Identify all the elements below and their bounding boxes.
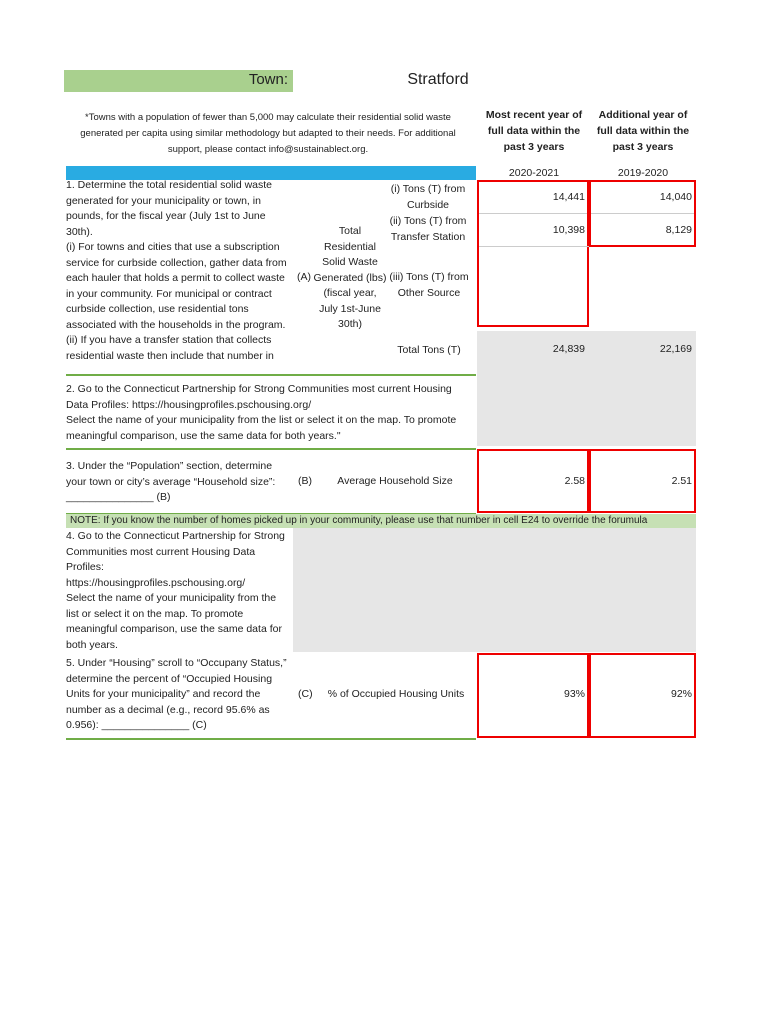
sub-total-label: Total Tons (T) (397, 344, 461, 356)
section-divider (66, 448, 476, 450)
household-size-label: Average Household Size (337, 475, 453, 487)
occupied-col1[interactable]: 93% (563, 688, 585, 700)
step1-measure: Total Residential Solid Waste Generated (lbs) (fiscal year, July 1st-June 30th) (313, 225, 387, 330)
household-size-col1[interactable]: 2.58 (564, 475, 585, 487)
sub-transfer-label: (ii) Tons (T) from Transfer Station (389, 215, 467, 243)
town-label: Town: (248, 71, 288, 88)
household-size-col2[interactable]: 2.51 (671, 475, 692, 487)
row-divider-2 (479, 246, 589, 247)
note-bar-text: NOTE: If you know the number of homes picked up in your community, please use that number in cell E24 to override the forumula (70, 515, 648, 526)
sub-curbside-label: (i) Tons (T) from Curbside (390, 183, 466, 211)
marker-c: (C) (298, 688, 313, 700)
occupied-col2[interactable]: 92% (670, 688, 692, 700)
step5-instructions: 5. Under “Housing” scroll to “Occupany Status,” determine the percent of “Occupied Housing Units for your municipality” and record the number as a decimal (e.g., record 95.6% as 0.956): _______________ (C) (66, 657, 287, 731)
section-divider (66, 738, 476, 740)
occupied-label: % of Occupied Housing Units (327, 688, 465, 700)
col2-year: 2019-2020 (617, 167, 669, 179)
note-bar (66, 514, 696, 528)
step3-instructions: 3. Under the “Population” section, determine your town or city’s average “Household size”: _______________ (B) (66, 460, 276, 503)
marker-b: (B) (298, 475, 312, 487)
curbside-col1[interactable]: 14,441 (552, 191, 585, 203)
intro-note: *Towns with a population of fewer than 5,000 may calculate their residential solid waste generated per capita using similar methodology but adapted to their needs. For additional support, please contact info@sustainablect.org. (80, 112, 456, 155)
curbside-col2[interactable]: 14,040 (659, 191, 692, 203)
col1-year: 2020-2021 (508, 167, 560, 179)
transfer-col2[interactable]: 8,129 (665, 224, 692, 236)
total-col2: 22,169 (659, 343, 692, 355)
col1-header: Most recent year of full data within the past 3 years (485, 109, 583, 153)
marker-a: (A) (297, 271, 311, 283)
total-col1: 24,839 (552, 343, 585, 355)
step2-instructions: 2. Go to the Connecticut Partnership for Strong Communities most current Housing Data Profiles: https://housingprofiles.pschousing.org/ Select the name of your municipality from the list or select it on the map. To promote meaningful comparison, use the same data for both years." (66, 383, 457, 442)
town-value[interactable]: Stratford (407, 71, 469, 88)
sub-other-label: (iii) Tons (T) from Other Source (389, 271, 469, 299)
gray-fill-step4 (293, 528, 696, 652)
step1-instructions: 1. Determine the total residential solid waste generated for your municipality or town, in pounds, for the fiscal year (July 1st to June 30th). (i) For towns and cities that use a subscription service for curbside collection, gather data from each hauler that holds a permit to collect waste in your community. For municipal or contract curbside collection, use residential tons associated with the households in the program. (ii) If you have a transfer station that collects residential waste then include that number in (66, 179, 287, 362)
section-divider (66, 374, 476, 376)
step4-instructions: 4. Go to the Connecticut Partnership for Strong Communities most current Housing Data Profiles: https://housingprofiles.pschousing.org/ Select the name of your municipality from the list or select it on the map. To promote meaningful comparison, use the same data for both years. (66, 530, 285, 651)
col2-header: Additional year of full data within the past 3 years (596, 109, 690, 153)
transfer-col1[interactable]: 10,398 (552, 224, 585, 236)
